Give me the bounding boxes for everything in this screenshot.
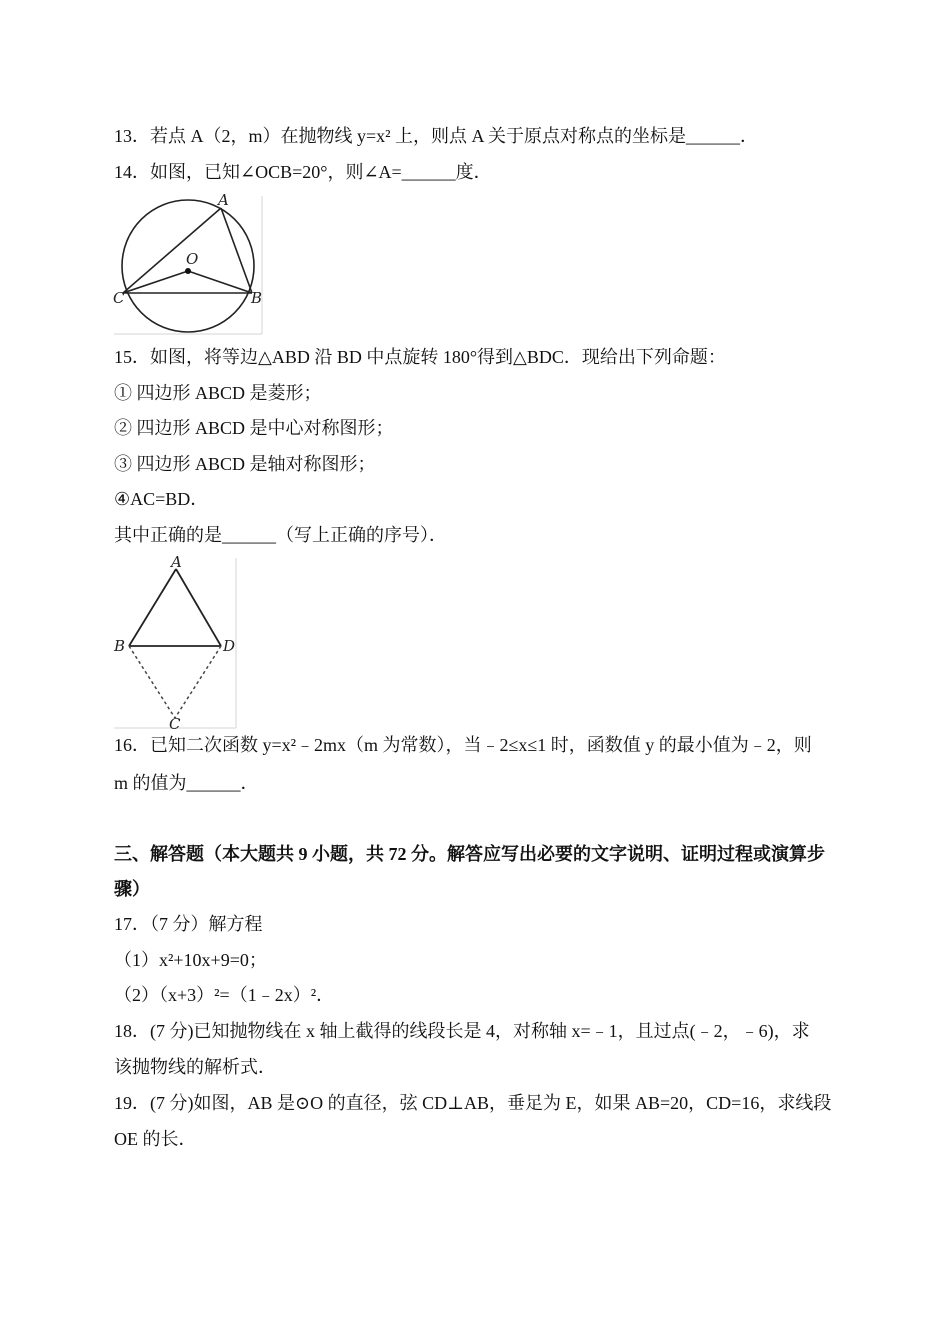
q14-circle-figure [113,193,265,337]
section-3-heading-line1: 三、解答题（本大题共 9 小题，共 72 分。解答应写出必要的文字说明、证明过程或演算步 [114,844,825,864]
question-14: 14．如图，已知∠OCB=20°，则∠A=______度． [114,162,492,182]
question-18-line1: 18．(7 分)已知抛物线在 x 轴上截得的线段长是 4，对称轴 x=﹣1，且过点(﹣2，﹣6)，求 [114,1021,810,1041]
dashed-side-dc [175,646,221,718]
dashed-side-bc [129,646,175,718]
q15-rhombus-figure [113,555,239,731]
side-ad [176,569,221,646]
question-16-line2: m 的值为______． [114,773,259,793]
label-d: D [223,637,236,655]
question-16-line1: 16．已知二次函数 y=x²﹣2mx（m 为常数），当﹣2≤x≤1 时，函数值 y 的最小值为﹣2，则 [114,735,812,755]
label-b: B [251,289,263,307]
question-15-ask: 其中正确的是______（写上正确的序号）． [114,525,447,545]
q15-item-2: ② 四边形 ABCD 是中心对称图形； [114,418,394,438]
label-c: C [113,289,125,307]
question-17-part1: （1）x²+10x+9=0； [114,950,267,970]
q15-item-1: ① 四边形 ABCD 是菱形； [114,383,322,403]
question-13: 13．若点 A（2，m）在抛物线 y=x² 上，则点 A 关于原点对称点的坐标是______． [114,126,759,146]
label-a: A [171,555,182,571]
q15-item-3: ③ 四边形 ABCD 是轴对称图形； [114,454,376,474]
segment-co [123,271,188,293]
question-17-part2: （2）（x+3）²=（1﹣2x）²． [114,985,335,1005]
question-17-title: 17．（7 分）解方程 [114,914,263,934]
question-19-line2: OE 的长． [114,1129,197,1149]
center-point-o [185,268,191,274]
label-b: B [114,637,126,655]
segment-ob [188,271,252,293]
label-a: A [218,193,229,209]
label-o: O [186,250,199,268]
chord-ca [123,208,221,293]
q15-item-4: ④AC=BD． [114,489,209,509]
label-c: C [169,715,181,731]
question-18-line2: 该抛物线的解析式． [114,1057,276,1077]
question-19-line1: 19．(7 分)如图，AB 是⊙O 的直径，弦 CD⊥AB，垂足为 E，如果 AB=20，CD=16，求线段 [114,1093,832,1113]
side-ab [129,569,176,646]
section-3-heading-line2: 骤） [114,879,150,899]
question-15-intro: 15．如图，将等边△ABD 沿 BD 中点旋转 180°得到△BDC．现给出下列命题： [114,347,726,367]
